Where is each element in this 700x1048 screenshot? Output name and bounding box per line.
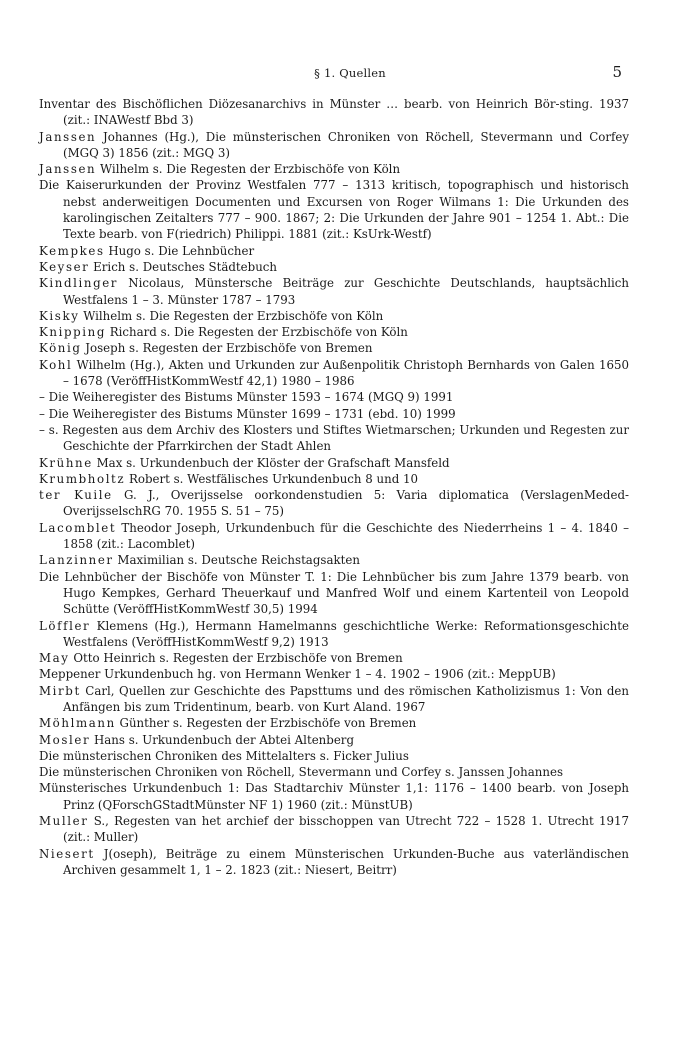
entry-author: Knipping xyxy=(39,325,107,340)
bibliography-entry xyxy=(39,715,629,731)
entry-dash: – xyxy=(39,406,45,421)
bibliography-entry xyxy=(39,259,629,275)
bibliography-entry xyxy=(39,846,629,879)
entry-text: des Bischöflichen Diözesanarchivs in Münster … bearb. von Heinrich Bör-sting. 1937 (zit.: INAWestf Bbd 3) xyxy=(63,97,629,128)
entry-author: Löffler xyxy=(39,618,91,633)
bibliography-entry xyxy=(39,422,629,455)
entry-author: Mosler xyxy=(39,732,91,747)
entry-text: Robert s. Westfälisches Urkundenbuch 8 und 10 xyxy=(125,471,419,486)
entry-author: Krumbholtz xyxy=(39,471,126,486)
entry-text: G. J., Overijsselse oorkondenstudien 5: Varia diplomatica (VerslagenMeded-OverijsselschRG 70. 1955 S. 51 – 75) xyxy=(63,488,629,519)
bibliography-entry xyxy=(39,340,629,356)
entry-lead: Münsterisches xyxy=(39,781,127,796)
bibliography-entry xyxy=(39,520,629,553)
bibliography-entry xyxy=(39,813,629,846)
bibliography-entry xyxy=(39,177,629,242)
running-head xyxy=(40,64,660,82)
entry-author: May xyxy=(39,651,70,666)
entry-text: Klemens (Hg.), Hermann Hamelmanns geschichtliche Werke: Reformationsgeschichte Westfalens (VeröffHistKommWestf 9,2) 1913 xyxy=(63,618,629,649)
bibliography-entry xyxy=(39,389,629,405)
entry-text: Günther s. Regesten der Erzbischöfe von Bremen xyxy=(115,716,417,731)
entry-author: Keyser xyxy=(39,259,90,274)
entry-text: S., Regesten van het archief der bisschoppen van Utrecht 722 – 1528 1. Utrecht 1917 (zit.: Muller) xyxy=(63,814,629,845)
entry-lead: Die xyxy=(39,748,60,763)
entry-text: Richard s. Die Regesten der Erzbischöfe von Köln xyxy=(106,325,408,340)
bibliography-entry xyxy=(39,666,629,682)
entry-text: Wilhelm s. Die Regesten der Erzbischöfe von Köln xyxy=(96,162,401,177)
page-number: 5 xyxy=(612,63,622,81)
entry-author: Kisky xyxy=(39,308,80,323)
bibliography-entry xyxy=(39,406,629,422)
running-head-title: § 1. Quellen xyxy=(314,66,386,80)
entry-author: Mirbt xyxy=(39,683,81,698)
entry-dash: – xyxy=(39,390,45,405)
bibliography-entry xyxy=(39,96,629,129)
bibliography-entry xyxy=(39,308,629,324)
entry-text: Lehnbücher der Bischöfe von Münster T. 1: Die Lehnbücher bis zum Jahre 1379 bearb. von Hugo Kempkes, Gerhard Theuerkauf und Manfred Wolf und einem Kartenteil von Leopold Schütte (VeröffHistKommWestf 30,5) 1994 xyxy=(59,569,629,617)
entry-text: Otto Heinrich s. Regesten der Erzbischöfe von Bremen xyxy=(69,651,403,666)
entry-text: Maximilian s. Deutsche Reichstagsakten xyxy=(113,553,360,568)
entry-text: Kaiserurkunden der Provinz Westfalen 777 – 1313 kritisch, topographisch und historisch nebst anderweitigen Documenten und Excursen von Roger Wilmans 1: Die Urkunden des karolingischen Zeitalters 777 – 900. 1867; 2: Die Urkunden der Jahre 901 – 1254 1. Abt.: Die Texte bearb. von F(riedrich) Philippi. 1881 (zit.: KsUrk-Westf) xyxy=(59,178,629,242)
entry-author: Kindlinger xyxy=(39,276,119,291)
entry-text: Urkundenbuch 1: Das Stadtarchiv Münster 1,1: 1176 – 1400 bearb. von Joseph Prinz (QForschGStadtMünster NF 1) 1960 (zit.: MünstUB) xyxy=(63,781,629,812)
entry-author: Lanzinner xyxy=(39,553,114,568)
entry-text: münsterischen Chroniken von Röchell, Stevermann und Corfey s. Janssen Johannes xyxy=(59,765,563,780)
entry-lead: Die xyxy=(39,765,60,780)
bibliography-entry xyxy=(39,618,629,651)
bibliography-entry xyxy=(39,357,629,390)
entry-author: König xyxy=(39,341,82,356)
entry-text: Wilhelm (Hg.), Akten und Urkunden zur Außenpolitik Christoph Bernhards von Galen 1650 – 1678 (VeröffHistKommWestf 42,1) 1980 – 1986 xyxy=(63,357,629,389)
entry-text: Wilhelm s. Die Regesten der Erzbischöfe von Köln xyxy=(79,308,384,323)
entry-lead: Die xyxy=(39,178,60,193)
entry-text: Hugo s. Die Lehnbücher xyxy=(104,243,255,258)
entry-text: Carl, Quellen zur Geschichte des Papsttums und des römischen Katholizismus 1: Von den Anfängen bis zum Tridentinum, bearb. von Kurt Aland. 1967 xyxy=(63,683,629,714)
entry-text: s. Regesten aus dem Archiv des Klosters und Stiftes Wietmarschen; Urkunden und Regesten zur Geschichte der Pfarrkirchen der Stadt Ahlen xyxy=(44,422,629,454)
bibliography-entry xyxy=(39,324,629,340)
entry-text: Theodor Joseph, Urkundenbuch für die Geschichte des Niederrheins 1 – 4. 1840 – 1858 (zit.: Lacomblet) xyxy=(63,520,629,552)
bibliography-entry xyxy=(39,764,629,780)
entry-text: Johannes (Hg.), Die münsterischen Chroniken von Röchell, Stevermann und Corfey (MGQ 3) 1856 (zit.: MGQ 3) xyxy=(63,129,629,160)
bibliography-entry xyxy=(39,487,629,520)
entry-author: Kohl xyxy=(39,357,73,372)
entry-author: Janssen xyxy=(39,129,97,144)
bibliography-entry xyxy=(39,275,629,308)
entry-text: Erich s. Deutsches Städtebuch xyxy=(89,259,278,274)
bibliography-entry xyxy=(39,552,629,568)
entry-author: Möhlmann xyxy=(39,716,116,731)
bibliography-entry xyxy=(39,732,629,748)
entry-lead: Inventar xyxy=(39,97,90,111)
entry-text: Urkundenbuch hg. von Hermann Wenker 1 – 4. 1902 – 1906 (zit.: MeppUB) xyxy=(100,667,556,682)
entry-text: Hans s. Urkundenbuch der Abtei Altenberg xyxy=(90,732,354,747)
bibliography-entry xyxy=(39,748,629,764)
bibliography-entry xyxy=(39,129,629,162)
entry-text: Max s. Urkundenbuch der Klöster der Grafschaft Mansfeld xyxy=(92,455,450,470)
bibliography-entry xyxy=(39,471,629,487)
bibliography-entry xyxy=(39,780,629,813)
entry-lead: Die xyxy=(39,569,60,584)
entry-author: ter Kuile xyxy=(39,488,113,503)
entry-author: Kempkes xyxy=(39,243,105,258)
bibliography-entry xyxy=(39,161,629,177)
bibliography-list xyxy=(39,96,629,878)
entry-text: münsterischen Chroniken des Mittelalters s. Ficker Julius xyxy=(59,748,409,763)
entry-author: Muller xyxy=(39,814,89,829)
entry-author: Lacomblet xyxy=(39,520,117,535)
entry-text: Joseph s. Regesten der Erzbischöfe von Bremen xyxy=(81,341,373,356)
entry-text: Nicolaus, Münstersche Beiträge zur Geschichte Deutschlands, hauptsächlich Westfalens 1 – 3. Münster 1787 – 1793 xyxy=(63,276,629,307)
bibliography-entry xyxy=(39,569,629,618)
entry-dash: – xyxy=(39,422,45,437)
entry-author: Niesert xyxy=(39,846,95,861)
entry-text: Die Weiheregister des Bistums Münster 1593 – 1674 (MGQ 9) 1991 xyxy=(44,390,454,405)
entry-text: Die Weiheregister des Bistums Münster 1699 – 1731 (ebd. 10) 1999 xyxy=(44,406,456,421)
entry-lead: Meppener xyxy=(39,667,101,682)
bibliography-entry xyxy=(39,455,629,471)
bibliography-entry xyxy=(39,683,629,716)
entry-author: Krühne xyxy=(39,455,93,470)
entry-text: J(oseph), Beiträge zu einem Münsterischen Urkunden-Buche aus vaterländischen Archiven gesammelt 1, 1 – 2. 1823 (zit.: Niesert, Beitrr) xyxy=(63,846,629,877)
bibliography-entry xyxy=(39,650,629,666)
entry-author: Janssen xyxy=(39,162,97,177)
bibliography-entry xyxy=(39,243,629,259)
